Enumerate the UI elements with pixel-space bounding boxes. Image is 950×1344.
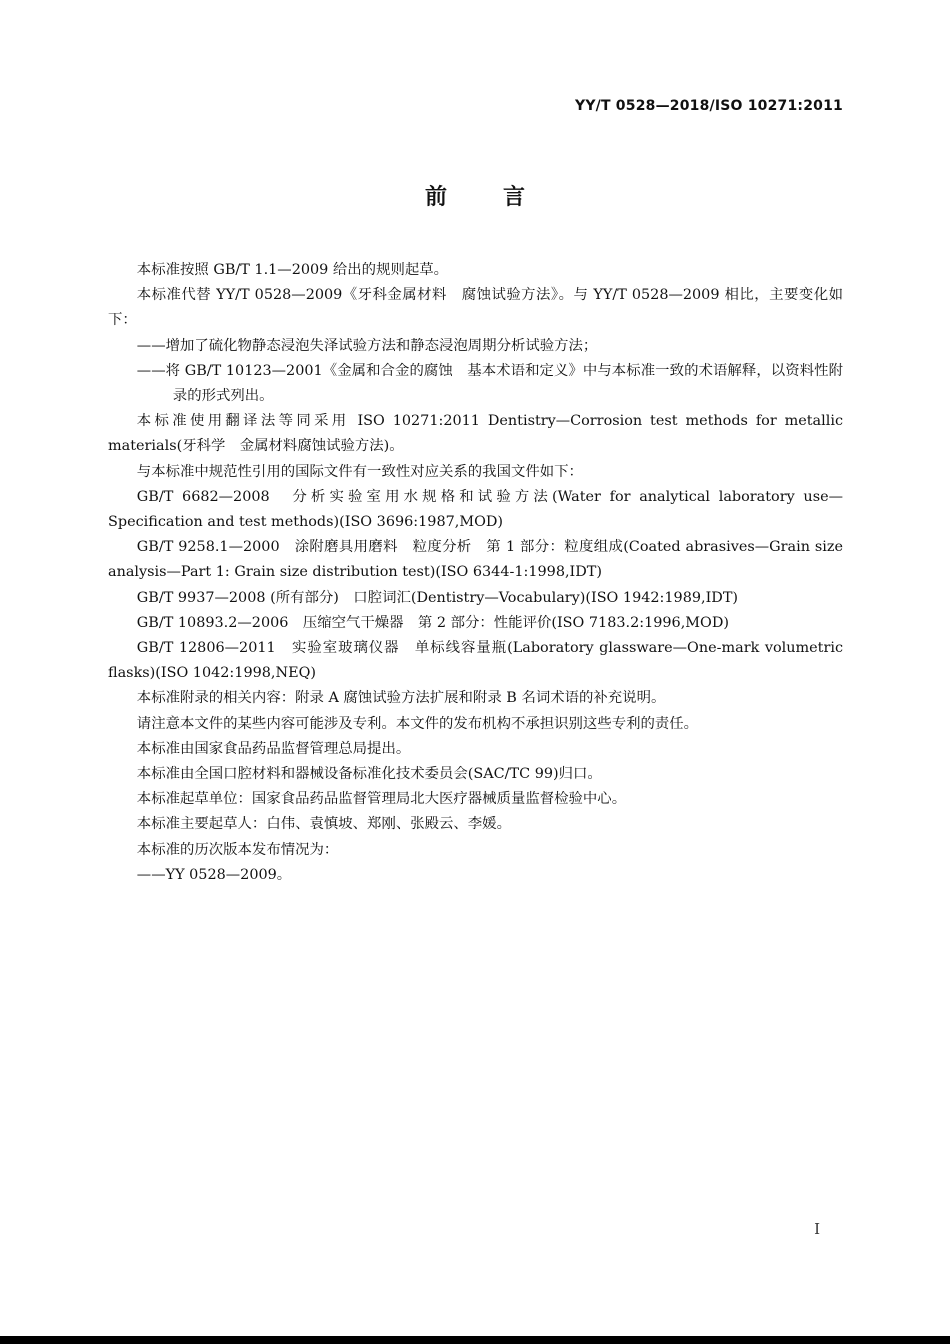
- reference-entry: GB/T 12806—2011 实验室玻璃仪器 单标线容量瓶(Laboratory glassware—One-mark volumetric flasks)(ISO 1042:1998,NEQ): [108, 640, 843, 682]
- reference-entry: GB/T 10893.2—2006 压缩空气干燥器 第 2 部分：性能评价(ISO 7183.2:1996,MOD): [136, 614, 729, 631]
- reference-entry: GB/T 9258.1—2000 涂附磨具用磨料 粒度分析 第 1 部分：粒度组成(Coated abrasives—Grain size analysis—Part 1: Grain size distribution test)(ISO 6344-1:1998,IDT): [108, 539, 843, 581]
- paragraph-drafting-unit: 本标准起草单位：国家食品药品监督管理局北大医疗器械质量监督检验中心。: [136, 791, 627, 808]
- paragraph-history-intro: 本标准的历次版本发布情况为：: [136, 841, 339, 858]
- paragraph-proposed-by: 本标准由国家食品药品监督管理总局提出。: [136, 740, 411, 757]
- paragraph-technical-committee: 本标准由全国口腔材料和器械设备标准化技术委员会(SAC/TC 99)归口。: [136, 766, 602, 783]
- reference-entry: GB/T 9937—2008 (所有部分) 口腔词汇(Dentistry—Vocabulary)(ISO 1942:1989,IDT): [136, 589, 739, 606]
- paragraph-patent-notice: 请注意本文件的某些内容可能涉及专利。本文件的发布机构不承担识别这些专利的责任。: [136, 715, 699, 732]
- reference-entry: GB/T 6682—2008 分析实验室用水规格和试验方法(Water for analytical laboratory use—Specification and test methods)(ISO 3696:1987,MOD): [108, 488, 843, 531]
- paragraph-adoption: 本标准使用翻译法等同采用 ISO 10271:2011 Dentistry—Corrosion test methods for metallic materials(牙科学 金属材料腐蚀试验方法)。: [108, 413, 843, 455]
- paragraph-correspondence-intro: 与本标准中规范性引用的国际文件有一致性对应关系的我国文件如下：: [136, 463, 583, 480]
- change-item: ——增加了硫化物静态浸泡失泽试验方法和静态浸泡周期分析试验方法；: [136, 337, 598, 354]
- foreword-body: [108, 258, 843, 888]
- paragraph-replaces: 本标准代替 YY/T 0528—2009《牙科金属材料 腐蚀试验方法》。与 YY/T 0528—2009 相比，主要变化如下：: [108, 287, 843, 329]
- paragraph-annexes: 本标准附录的相关内容：附录 A 腐蚀试验方法扩展和附录 B 名词术语的补充说明。: [136, 690, 666, 707]
- paragraph-drafters: 本标准主要起草人：白伟、袁慎坡、郑刚、张殿云、李媛。: [136, 816, 511, 833]
- page-title: 前言: [424, 185, 581, 210]
- change-item: ——将 GB/T 10123—2001《金属和合金的腐蚀 基本术语和定义》中与本标准一致的术语解释，以资料性附录的形式列出。: [136, 362, 843, 405]
- paragraph-drafting-rules: 本标准按照 GB/T 1.1—2009 给出的规则起草。: [136, 262, 449, 278]
- standard-code-header: YY/T 0528—2018/ISO 10271:2011: [575, 98, 843, 114]
- bottom-edge-rule: [0, 1336, 950, 1344]
- page-number: I: [814, 1220, 820, 1238]
- history-item: ——YY 0528—2009。: [136, 866, 292, 883]
